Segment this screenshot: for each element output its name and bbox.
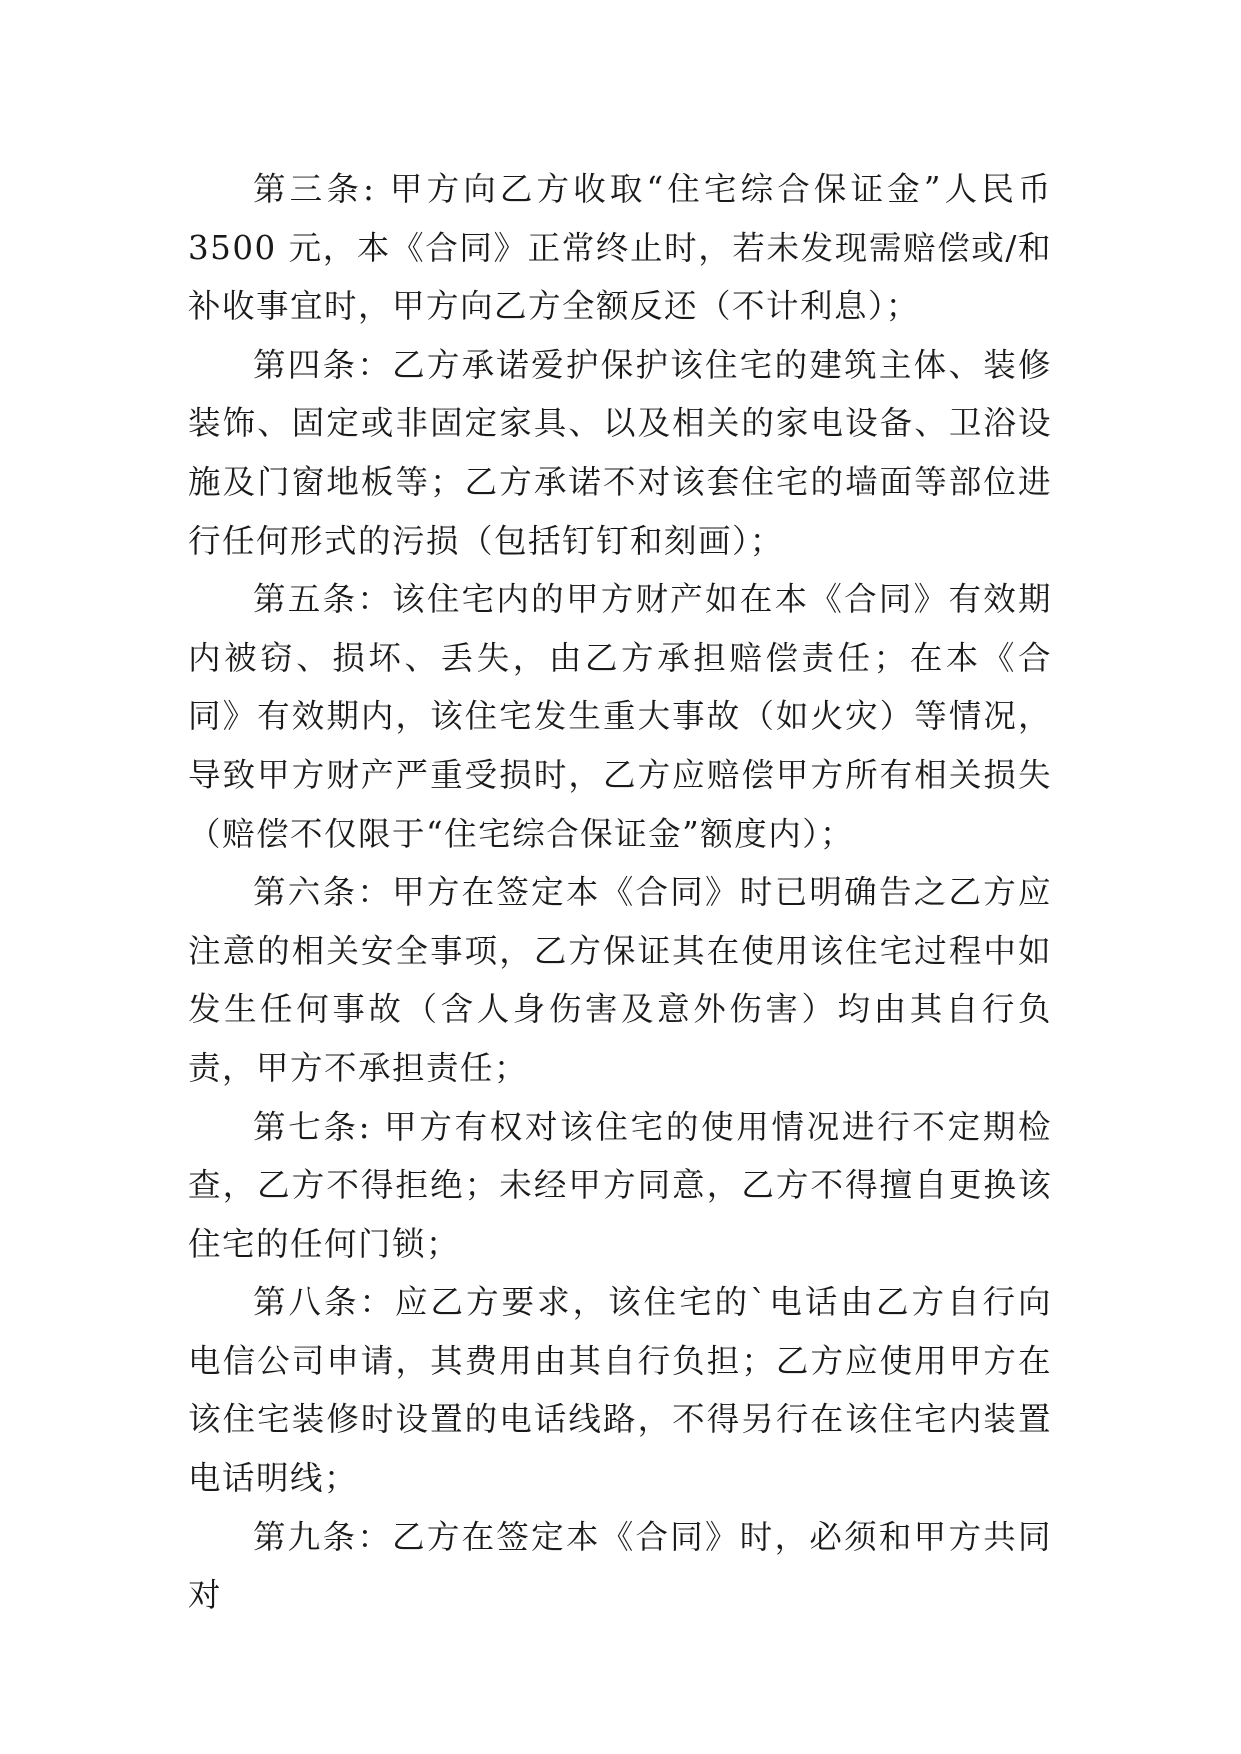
clause-3: 第三条: 甲方向乙方收取“住宅综合保证金”人民币 3500 元，本《合同》正常终止时，若未发现需赔偿或/和补收事宜时，甲方向乙方全额反还（不计利息）； <box>188 170 1052 326</box>
clause-5: 第五条：该住宅内的甲方财产如在本《合同》有效期内被窃、损坏、丢失，由乙方承担赔偿责任；在本《合同》有效期内，该住宅发生重大事故（如火灾）等情况，导致甲方财产严重受损时，乙方应赔偿甲方所有相关损失（赔偿不仅限于“住宅综合保证金”额度内）； <box>188 580 1052 853</box>
clause-9: 第九条：乙方在签定本《合同》时，必须和甲方共同对 <box>188 1517 1052 1615</box>
document-body <box>188 160 1052 1625</box>
clause-6: 第六条：甲方在签定本《合同》时已明确告之乙方应注意的相关安全事项，乙方保证其在使用该住宅过程中如发生任何事故（含人身伤害及意外伤害）均由其自行负责，甲方不承担责任； <box>188 873 1052 1087</box>
clause-7: 第七条: 甲方有权对该住宅的使用情况进行不定期检查，乙方不得拒绝；未经甲方同意，乙方不得擅自更换该住宅的任何门锁； <box>188 1107 1052 1263</box>
clause-4: 第四条：乙方承诺爱护保护该住宅的建筑主体、装修装饰、固定或非固定家具、以及相关的家电设备、卫浴设施及门窗地板等；乙方承诺不对该套住宅的墙面等部位进行任何形式的污损（包括钉钉和刻画）； <box>188 345 1052 560</box>
clause-8: 第八条：应乙方要求，该住宅的`电话由乙方自行向电信公司申请，其费用由其自行负担；乙方应使用甲方在该住宅装修时设置的电话线路，不得另行在该住宅内装置电话明线； <box>188 1283 1052 1498</box>
